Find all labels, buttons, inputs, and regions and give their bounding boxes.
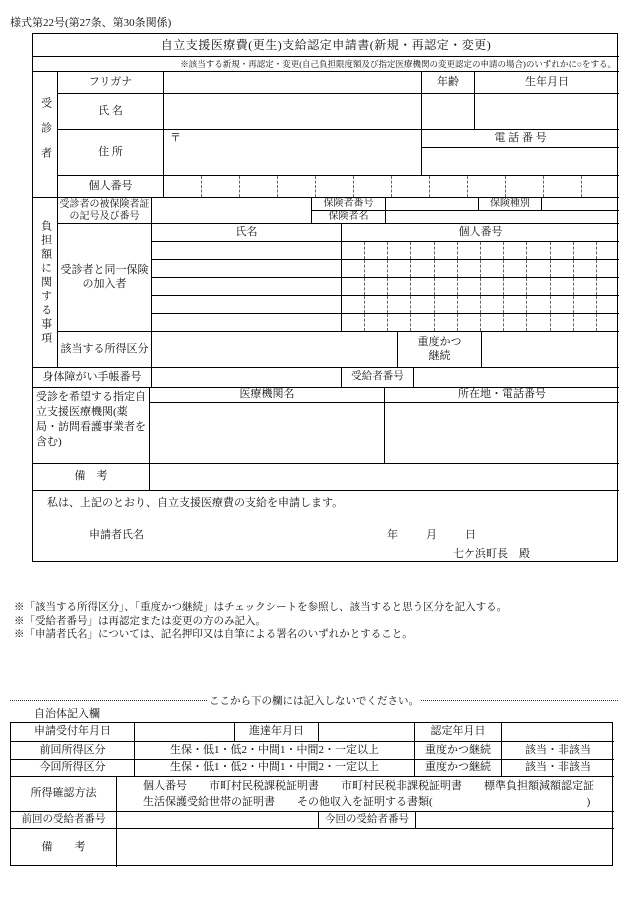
- severe-continuous-field: [481, 331, 619, 367]
- remarks-label: 備 考: [33, 463, 149, 490]
- income-check-label: 所得確認方法: [11, 776, 116, 811]
- notes-block: [14, 601, 507, 642]
- remarks-field: [149, 463, 619, 490]
- receipt-date-field: [134, 723, 234, 741]
- current-income-options: 生保・低1・低2・中間1・中間2・一定以上: [134, 759, 414, 776]
- personal-number-label: 個人番号: [57, 175, 163, 197]
- previous-recipient-field: [116, 811, 318, 828]
- applicant-name-label: 申請者氏名: [89, 529, 144, 541]
- patient-section-cell: [33, 71, 57, 197]
- member-number-grid: [341, 295, 619, 313]
- burden-vertical-label: 負担額に関する事項: [39, 219, 52, 346]
- recipient-number-field: [413, 367, 619, 387]
- postal-mark: 〒: [170, 132, 181, 144]
- note-line: ※「申請者氏名」については、記名押印又は自筆による署名のいずれかとすること。: [14, 629, 413, 640]
- office-remarks-label: 備 考: [11, 828, 116, 867]
- insurer-name-field: [385, 210, 619, 223]
- previous-applicable-options: 該当・非該当: [501, 741, 614, 759]
- institution-address-field: [384, 402, 619, 463]
- insurance-type-field: [541, 197, 619, 210]
- institution-name-field: [149, 402, 384, 463]
- member-name-field: [151, 259, 341, 277]
- income-category-label: 該当する所得区分: [57, 331, 151, 367]
- dotted-line: [10, 700, 207, 701]
- member-name-field: [151, 313, 341, 331]
- note-line: ※「該当する所得区分」、「重度かつ継続」はチェックシートを参照し、該当すると思う区分を記入する。: [14, 602, 508, 613]
- previous-recipient-label: 前回の受給者番号: [11, 811, 116, 828]
- same-insurance-member-label: 受診者と同一保険 の加入者: [57, 223, 151, 331]
- institution-address-header: 所在地・電話番号: [384, 387, 619, 402]
- form-number: 様式第22号(第27条、第30条関係): [10, 17, 172, 29]
- personal-number-grid: [163, 175, 619, 197]
- insurer-number-label: 保険者番号: [311, 197, 385, 210]
- declaration-block: [33, 490, 619, 563]
- insurance-card-label: 受診者の被保険者証 の記号及び番号: [57, 197, 151, 223]
- address-field: [163, 129, 421, 175]
- age-label: 年齢: [421, 71, 474, 93]
- office-remarks-field: [116, 828, 614, 867]
- decision-date-label: 認定年月日: [414, 723, 501, 741]
- date-placeholder: 年 月 日: [387, 529, 478, 541]
- decision-date-field: [501, 723, 614, 741]
- previous-severe-label: 重度かつ継続: [414, 741, 501, 759]
- birthdate-label: 生年月日: [474, 71, 619, 93]
- insurer-number-field: [385, 197, 478, 210]
- current-recipient-field: [415, 811, 614, 828]
- separator-text: ここから下の欄には記入しないでください。: [209, 695, 419, 707]
- office-section-title: 自治体記入欄: [34, 708, 100, 720]
- income-category-field: [151, 331, 397, 367]
- dotted-line: [421, 700, 618, 701]
- current-applicable-options: 該当・非該当: [501, 759, 614, 776]
- current-recipient-label: 今回の受給者番号: [318, 811, 415, 828]
- member-name-field: [151, 277, 341, 295]
- note-line: ※「受給者番号」は再認定または変更の方のみ記入。: [14, 615, 266, 627]
- age-field: [421, 93, 474, 129]
- receipt-date-label: 申請受付年月日: [34, 725, 111, 738]
- do-not-write-separator: [10, 693, 618, 707]
- member-name-field: [151, 241, 341, 259]
- recipient-number-label: 受給者番号: [341, 367, 413, 387]
- insurer-name-label: 保険者名: [311, 210, 385, 223]
- member-number-grid: [341, 277, 619, 295]
- phone-label: 電 話 番 号: [421, 129, 619, 147]
- current-severe-label: 重度かつ継続: [414, 759, 501, 776]
- form-title: 自立支援医療費(更生)支給認定申請書(新規・再認定・変更): [160, 37, 492, 52]
- name-field: [163, 93, 421, 129]
- office-use-table: [10, 722, 613, 866]
- income-check-line: 個人番号 市町村民税課税証明書 市町村民税非課税証明書 標準負担額減額認定証: [143, 780, 594, 792]
- forward-date-label: 進達年月日: [234, 723, 318, 741]
- member-number-grid: [341, 241, 619, 259]
- income-check-line: 生活保護受給世帯の証明書 その他収入を証明する書類( ): [143, 796, 591, 808]
- income-check-options: [116, 776, 614, 811]
- institution-name-header: 医療機関名: [149, 387, 384, 402]
- member-number-grid: [341, 313, 619, 331]
- handbook-number-label: 身体障がい手帳番号: [33, 367, 151, 387]
- declaration-text: 私は、上記のとおり、自立支援医療費の支給を申請します。: [47, 497, 344, 509]
- patient-vertical-label: 受診者: [39, 97, 52, 172]
- addressee: 七ケ浜町長 殿: [453, 548, 530, 560]
- institution-label: 受診を希望する指定自立支援医療機関(薬局・訪問看護事業者を含む): [33, 387, 149, 463]
- severe-continuous-label: 重度かつ 継続: [397, 331, 481, 367]
- member-name-header: 氏名: [151, 223, 341, 241]
- form-subtitle: ※該当する新規・再認定・変更(自己負担限度額及び指定医療機関の変更認定の申請の場合)のいずれかに○をする。: [33, 56, 619, 71]
- previous-income-options: 生保・低1・低2・中間1・中間2・一定以上: [134, 741, 414, 759]
- previous-income-label: 前回所得区分: [11, 741, 134, 759]
- name-label: 氏 名: [57, 93, 163, 129]
- forward-date-field: [318, 723, 414, 741]
- insurance-type-label: 保険種別: [478, 197, 541, 210]
- member-number-header: 個人番号: [341, 223, 619, 241]
- member-name-field: [151, 295, 341, 313]
- address-label: 住 所: [57, 129, 163, 175]
- insurance-card-field: [151, 197, 311, 223]
- member-number-grid: [341, 259, 619, 277]
- burden-section-cell: [33, 197, 57, 367]
- furigana-label: フリガナ: [57, 71, 163, 93]
- current-income-label: 今回所得区分: [11, 759, 134, 776]
- furigana-field: [163, 71, 421, 93]
- birthdate-field: [474, 93, 619, 129]
- phone-field: [421, 147, 619, 175]
- handbook-number-field: [151, 367, 341, 387]
- application-table: [32, 33, 618, 562]
